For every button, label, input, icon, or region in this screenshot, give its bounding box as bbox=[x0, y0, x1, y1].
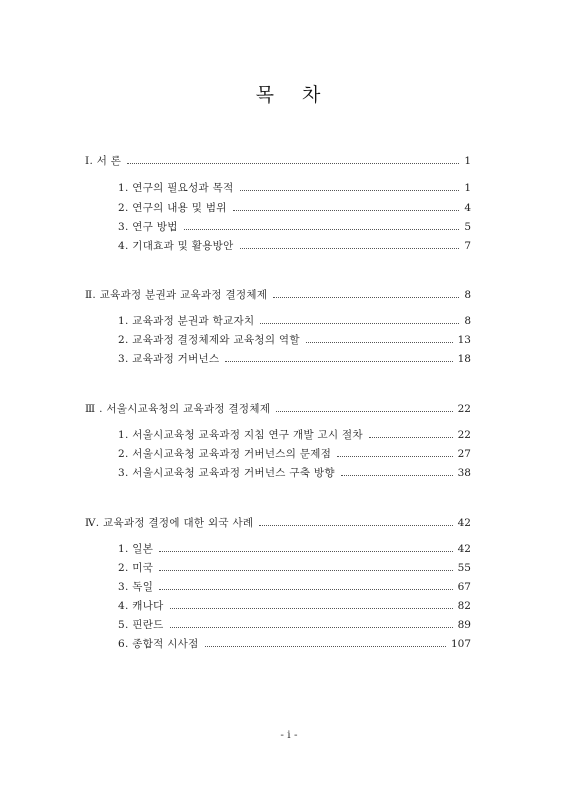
toc-page-number: 89 bbox=[457, 619, 471, 631]
toc-section-label: 4. 기대효과 및 활용방안 bbox=[118, 240, 234, 252]
toc-section-label: 2. 미국 bbox=[118, 562, 154, 574]
toc-section-label: 3. 서울시교육청 교육과정 거버넌스 구축 방향 bbox=[118, 467, 335, 479]
toc-chapter-label: Ⅱ. 교육과정 분권과 교육과정 결정체제 bbox=[85, 289, 268, 301]
toc-section-label: 1. 연구의 필요성과 목적 bbox=[118, 182, 234, 194]
dot-leader bbox=[273, 297, 459, 298]
dot-leader bbox=[205, 646, 446, 647]
toc-section-2-1[interactable] bbox=[118, 315, 471, 328]
toc-chapter-label: Ⅰ. 서 론 bbox=[85, 155, 122, 167]
toc-section-4-4[interactable] bbox=[118, 600, 471, 613]
dot-leader bbox=[159, 551, 452, 552]
toc-page-number: 55 bbox=[457, 562, 471, 574]
page-title bbox=[0, 80, 578, 107]
dot-leader bbox=[225, 361, 452, 362]
toc-section-3-2[interactable] bbox=[118, 448, 471, 461]
dot-leader bbox=[259, 525, 452, 526]
toc-page-number: 22 bbox=[457, 403, 471, 415]
toc-page-number: 18 bbox=[457, 353, 471, 365]
dot-leader bbox=[369, 437, 453, 438]
title-part-2: 차 bbox=[302, 84, 323, 106]
toc-chapter-2[interactable] bbox=[85, 289, 471, 302]
dot-leader bbox=[240, 190, 460, 191]
toc-page-number: 8 bbox=[464, 315, 471, 327]
toc-section-3-3[interactable] bbox=[118, 467, 471, 480]
dot-leader bbox=[159, 589, 452, 590]
dot-leader bbox=[306, 342, 453, 343]
dot-leader bbox=[170, 627, 453, 628]
dot-leader bbox=[337, 456, 452, 457]
toc-section-3-1[interactable] bbox=[118, 429, 471, 442]
toc-section-1-2[interactable] bbox=[118, 202, 471, 215]
toc-section-1-4[interactable] bbox=[118, 240, 471, 253]
toc-page-number: 5 bbox=[464, 221, 471, 233]
toc-page-number: 82 bbox=[457, 600, 471, 612]
title-part-1: 목 bbox=[255, 84, 276, 106]
toc-page-number: 1 bbox=[464, 155, 471, 167]
toc-chapter-1[interactable] bbox=[85, 155, 471, 168]
toc-page-number: 67 bbox=[457, 581, 471, 593]
toc-page-number: 38 bbox=[457, 467, 471, 479]
toc-section-label: 3. 연구 방법 bbox=[118, 221, 178, 233]
toc-page-number: 4 bbox=[464, 202, 471, 214]
toc-section-label: 4. 캐나다 bbox=[118, 600, 164, 612]
toc-section-label: 5. 핀란드 bbox=[118, 619, 164, 631]
toc-section-label: 1. 일본 bbox=[118, 543, 154, 555]
toc-page-number: 8 bbox=[464, 289, 471, 301]
dot-leader bbox=[276, 411, 452, 412]
toc-page-number: 27 bbox=[457, 448, 471, 460]
toc-section-1-1[interactable] bbox=[118, 182, 471, 195]
toc-section-label: 3. 교육과정 거버넌스 bbox=[118, 353, 220, 365]
toc-page-number: 7 bbox=[464, 240, 471, 252]
toc-page-number: 13 bbox=[457, 334, 471, 346]
toc-section-1-3[interactable] bbox=[118, 221, 471, 234]
toc-section-label: 2. 서울시교육청 교육과정 거버넌스의 문제점 bbox=[118, 448, 332, 460]
toc-section-label: 2. 연구의 내용 및 범위 bbox=[118, 202, 227, 214]
toc-section-4-6[interactable] bbox=[118, 638, 471, 651]
dot-leader bbox=[184, 229, 460, 230]
toc-section-2-2[interactable] bbox=[118, 334, 471, 347]
toc-page-number: 1 bbox=[464, 182, 471, 194]
dot-leader bbox=[170, 608, 453, 609]
page-footer-number: - i - bbox=[280, 729, 298, 741]
dot-leader bbox=[260, 323, 459, 324]
toc-page-number: 107 bbox=[450, 638, 471, 650]
dot-leader bbox=[127, 163, 459, 164]
toc-chapter-label: Ⅳ. 교육과정 결정에 대한 외국 사례 bbox=[85, 517, 254, 529]
dot-leader bbox=[159, 570, 452, 571]
dot-leader bbox=[233, 210, 460, 211]
toc-chapter-3[interactable] bbox=[85, 403, 471, 416]
dot-leader bbox=[240, 248, 460, 249]
toc-section-4-1[interactable] bbox=[118, 543, 471, 556]
toc-page-number: 42 bbox=[457, 543, 471, 555]
toc-chapter-label: Ⅲ . 서울시교육청의 교육과정 결정체제 bbox=[85, 403, 271, 415]
toc-section-2-3[interactable] bbox=[118, 353, 471, 366]
toc-page-number: 22 bbox=[457, 429, 471, 441]
toc-section-label: 6. 종합적 시사점 bbox=[118, 638, 199, 650]
toc-section-label: 1. 교육과정 분권과 학교자치 bbox=[118, 315, 255, 327]
toc-section-4-3[interactable] bbox=[118, 581, 471, 594]
toc-page-number: 42 bbox=[457, 517, 471, 529]
toc-section-4-5[interactable] bbox=[118, 619, 471, 632]
toc-section-label: 1. 서울시교육청 교육과정 지침 연구 개발 고시 절차 bbox=[118, 429, 363, 441]
toc-section-4-2[interactable] bbox=[118, 562, 471, 575]
toc-chapter-4[interactable] bbox=[85, 517, 471, 530]
dot-leader bbox=[341, 475, 453, 476]
toc-section-label: 3. 독일 bbox=[118, 581, 154, 593]
toc-section-label: 2. 교육과정 결정체제와 교육청의 역할 bbox=[118, 334, 300, 346]
